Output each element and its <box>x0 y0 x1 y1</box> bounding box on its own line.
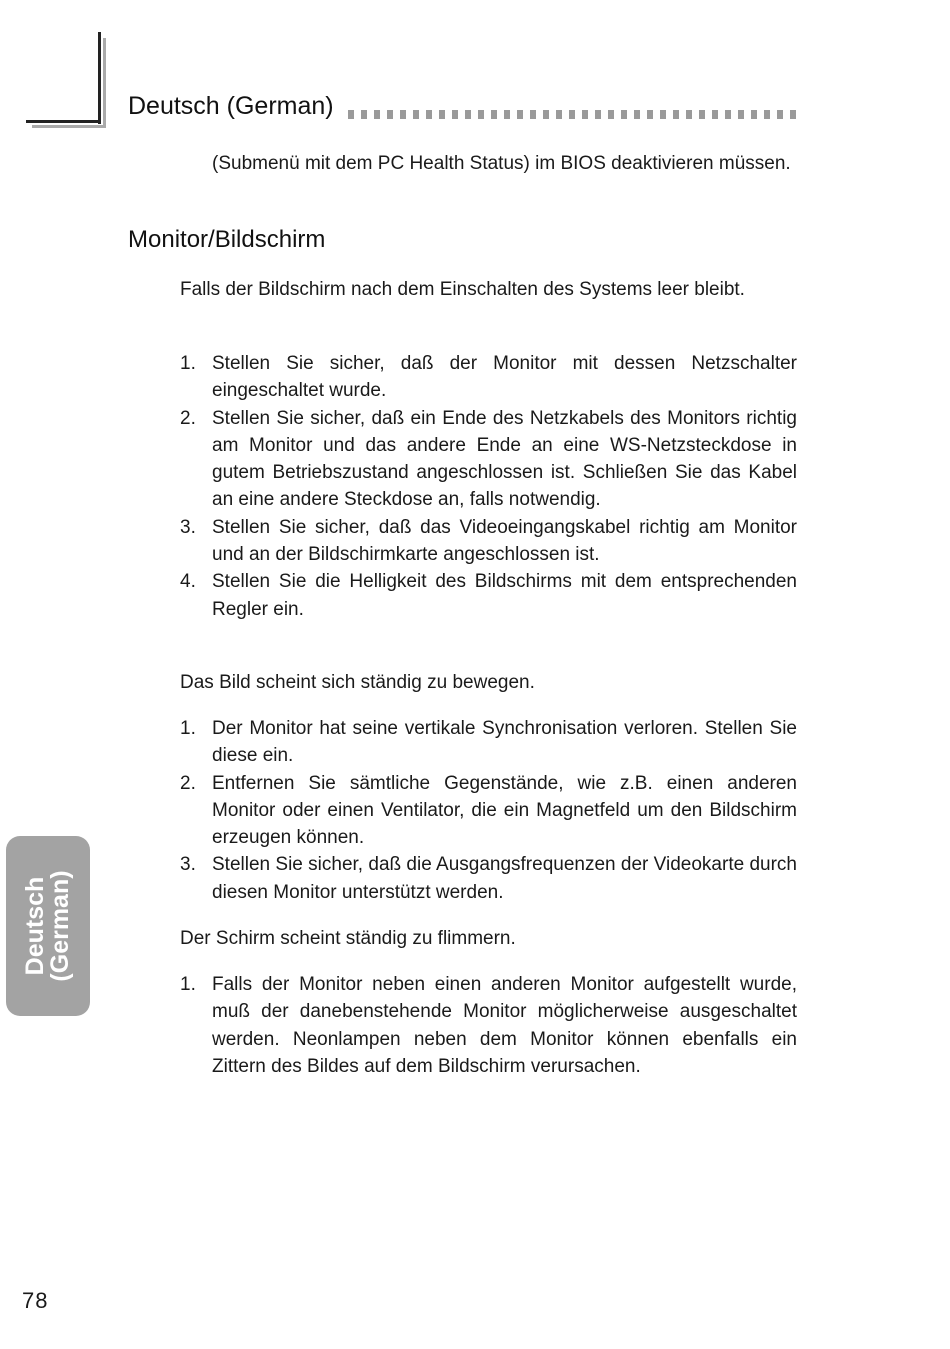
list-item: 3. Stellen Sie sicher, daß das Videoeingangskabel richtig am Monitor und an der Bildschirmkarte angeschlossen ist. <box>180 516 797 566</box>
subsection-heading: Falls der Bildschirm nach dem Einschalten des Systems leer bleibt. <box>180 279 745 300</box>
list-item: 3. Stellen Sie sicher, daß die Ausgangsfrequenzen der Videokarte durch diesen Monitor unterstützt werden. <box>180 854 797 903</box>
monitor-heading: Monitor/Bildschirm <box>128 226 326 253</box>
side-tab-label: Deutsch (German) <box>21 870 74 982</box>
title-dotted-rule <box>348 110 798 119</box>
corner-mark <box>32 125 106 128</box>
list-item: 4. Stellen Sie die Helligkeit des Bildschirms mit dem entsprechenden Regler ein. <box>180 571 797 620</box>
corner-mark <box>98 32 101 124</box>
blank-screen-list <box>180 350 797 623</box>
list-item: 1. Falls der Monitor neben einen anderen Monitor aufgestellt wurde, muß der danebenstehende Monitor möglicherweise ausgeschaltet werden. Neonlampen neben dem Monitor können ebenfalls ein Zittern des Bildes auf dem Bildschirm verursachen. <box>180 974 797 1077</box>
moving-image-list <box>180 715 797 906</box>
page-number: 78 <box>22 1288 49 1313</box>
flicker-list <box>180 971 797 1080</box>
corner-mark <box>103 38 106 128</box>
list-item: 2. Stellen Sie sicher, daß ein Ende des Netzkabels des Monitors richtig am Monitor und das andere Ende an eine WS-Netzsteckdose in gutem Betriebszustand angeschlossen ist. Schließen Sie das Kabel an eine andere Steckdose an, falls notwendig. <box>180 407 797 511</box>
page-section-title: Deutsch (German) <box>128 92 334 120</box>
list-item: 1. Der Monitor hat seine vertikale Synchronisation verloren. Stellen Sie diese ein. <box>180 718 797 767</box>
intro-paragraph: (Submenü mit dem PC Health Status) im BIOS deaktivieren müssen. <box>212 153 791 174</box>
list-item: 2. Entfernen Sie sämtliche Gegenstände, wie z.B. einen anderen Monitor oder einen Ventilator, die ein Magnetfeld um den Bildschirm erzeugen können. <box>180 772 797 849</box>
subsection-heading: Der Schirm scheint ständig zu flimmern. <box>180 928 516 949</box>
list-item: 1. Stellen Sie sicher, daß der Monitor mit dessen Netzschalter eingeschaltet wurde. <box>180 353 797 402</box>
subsection-heading: Das Bild scheint sich ständig zu bewegen. <box>180 672 535 693</box>
corner-mark <box>26 120 101 123</box>
